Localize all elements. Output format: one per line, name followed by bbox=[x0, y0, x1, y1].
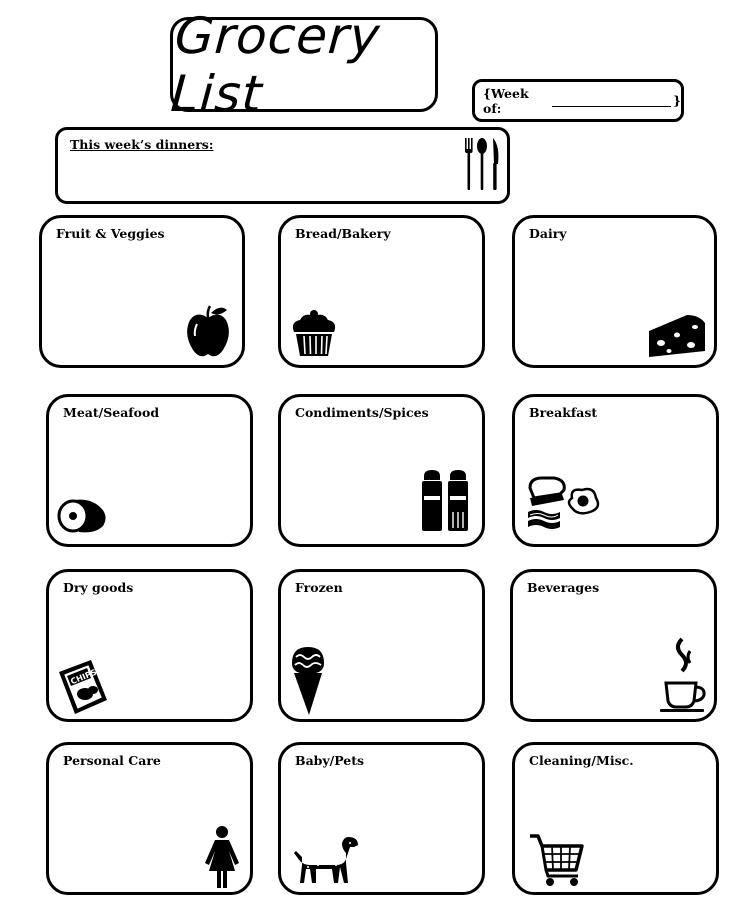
category-label: Personal Care bbox=[63, 753, 161, 768]
week-of-box bbox=[472, 79, 684, 122]
category-box-dry-goods[interactable] bbox=[46, 569, 253, 722]
ice-cream-icon bbox=[290, 645, 326, 717]
dog-icon bbox=[292, 835, 360, 887]
dinners-box[interactable] bbox=[55, 127, 510, 204]
chips-bag-icon bbox=[57, 658, 109, 716]
week-of-label: {Week of: bbox=[483, 85, 529, 116]
week-of-close: } bbox=[672, 93, 681, 108]
breakfast-icon bbox=[526, 474, 602, 532]
category-box-dairy[interactable] bbox=[512, 215, 717, 368]
category-label: Dry goods bbox=[63, 580, 134, 595]
category-label: Bread/Bakery bbox=[295, 226, 391, 241]
category-box-condiments-spices[interactable] bbox=[278, 394, 485, 547]
title-box bbox=[168, 6, 438, 123]
category-box-bread-bakery[interactable] bbox=[278, 215, 485, 368]
category-label: Dairy bbox=[529, 226, 567, 241]
cutlery-icon bbox=[461, 136, 505, 192]
category-box-fruit-veggies[interactable] bbox=[39, 215, 245, 368]
coffee-cup-icon bbox=[660, 637, 708, 713]
dinners-label: This week’s dinners: bbox=[70, 137, 214, 152]
category-label: Frozen bbox=[295, 580, 343, 595]
category-label: Baby/Pets bbox=[295, 753, 365, 768]
category-box-baby-pets[interactable] bbox=[278, 742, 485, 895]
cupcake-icon bbox=[290, 308, 338, 358]
salt-pepper-icon bbox=[420, 468, 472, 532]
person-icon bbox=[203, 825, 241, 889]
page-title: Grocery List bbox=[168, 6, 383, 123]
category-box-meat-seafood[interactable] bbox=[46, 394, 253, 547]
category-box-cleaning-misc[interactable] bbox=[512, 742, 719, 895]
category-label: Fruit & Veggies bbox=[56, 226, 165, 241]
category-label: Breakfast bbox=[529, 405, 598, 420]
apple-icon bbox=[185, 304, 233, 360]
category-label: Meat/Seafood bbox=[63, 405, 160, 420]
week-of-field[interactable] bbox=[552, 95, 671, 107]
svg-text:CHIPS: CHIPS bbox=[69, 667, 98, 687]
category-box-frozen[interactable] bbox=[278, 569, 485, 722]
category-label: Condiments/Spices bbox=[295, 405, 429, 420]
category-box-breakfast[interactable] bbox=[512, 394, 719, 547]
category-label: Cleaning/Misc. bbox=[529, 753, 634, 768]
ham-icon bbox=[57, 498, 107, 534]
cheese-icon bbox=[647, 313, 707, 359]
category-label: Beverages bbox=[527, 580, 600, 595]
shopping-cart-icon bbox=[528, 832, 584, 888]
category-box-personal-care[interactable] bbox=[46, 742, 253, 895]
category-box-beverages[interactable] bbox=[510, 569, 717, 722]
